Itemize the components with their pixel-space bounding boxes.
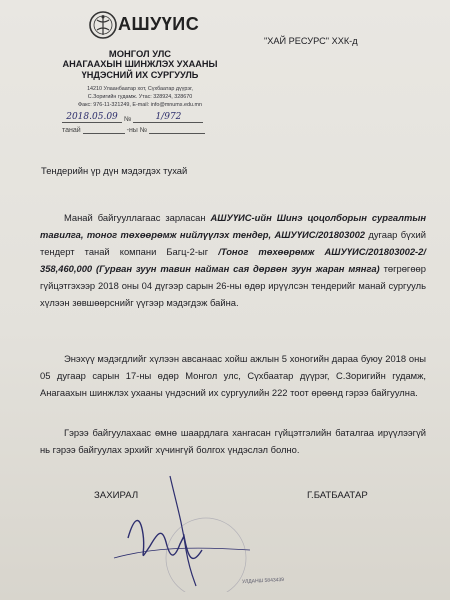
address-line: 14210 Улаанбаатар хот, Сүхбаатар дүүрэг, <box>87 86 193 92</box>
number-label: № <box>123 116 132 123</box>
org-name-line1: АНАГААХЫН ШИНЖЛЭХ УХААНЫ <box>62 59 218 69</box>
stamp-text: УЛДАНШ 5843439 <box>241 576 285 586</box>
address-line: Факс: 976-11-321249, E-mail: info@mnums.edu.mn <box>78 102 202 108</box>
handwritten-date: 2018.05.09 <box>66 112 118 122</box>
paragraph-contract-date: Энэхүү мэдэгдлийг хүлээн авсанаас хойш ажлын 5 хоногийн дараа буюу 2018 оны 05 дугаар сарын 17-ны өдөр Монгол улс, Сүхбаатар дүүрэг, С.Зоригийн гудамж, Анагаахын шинжлэх ухааны үндэсний их сургуулийн 222 тоот өрөөнд гэрээ байгуулна. <box>40 353 426 398</box>
paragraph-award: Манай байгууллагаас зарласан АШУҮИС-ийн Шинэ цоцолборын сургалтын тавилга, тоног төхөөрөмж нийлүүлэх тендер, АШУҮИС/201803002 дугаар бүхий тендерт танай компани Багц-2-ыг /Тоног төхөөрөмж АШУҮИС/201803002-2/ 358,460,000 (Гурван зуун тавин найман сая дөрвөн зуун жаран мянга) төгрөгөөр гүйцэтгэхээр 2018 оны 04 дүгээр сарын 26-ны өдөр ирүүлсэн тендерийг манай сургууль хүлээн зөвшөөрснийг үүгээр мэдэгдэж байна. <box>40 212 426 308</box>
date-number-row <box>62 112 220 123</box>
signatory-name: Г.БАТБААТАР <box>307 490 368 501</box>
recipient: "ХАЙ РЕСУРС" ХХК-д <box>264 36 358 46</box>
address-block <box>60 85 220 109</box>
paragraph-guarantee: Гэрээ байгуулахаас өмнө шаардлага хангасан гүйцэтгэлийн баталгаа ирүүлээгүй нь гэрээ байгуулах эрхийг хүчингүй болгох үндэслэл болно. <box>40 427 426 455</box>
university-emblem-icon <box>88 10 118 40</box>
signatory-title: ЗАХИРАЛ <box>94 490 139 501</box>
handwritten-signature <box>110 462 330 592</box>
letter-subject: Тендерийн үр дүн мэдэгдэх тухай <box>41 165 188 176</box>
org-name-line2: ҮНДЭСНИЙ ИХ СУРГУУЛЬ <box>81 70 199 80</box>
org-country: МОНГОЛ УЛС <box>108 48 172 59</box>
logo-text: АШУҮИС <box>118 14 200 34</box>
address-line: С.Зоригийн гудамж. Утас: 328924, 328670 <box>87 94 193 100</box>
letterhead <box>60 6 220 134</box>
handwritten-number: 1/972 <box>155 112 182 122</box>
reply-ref-row <box>62 126 220 134</box>
reply-label: танай <box>62 127 81 134</box>
reply-number-label: -ны № <box>126 127 148 134</box>
logo <box>60 6 220 46</box>
